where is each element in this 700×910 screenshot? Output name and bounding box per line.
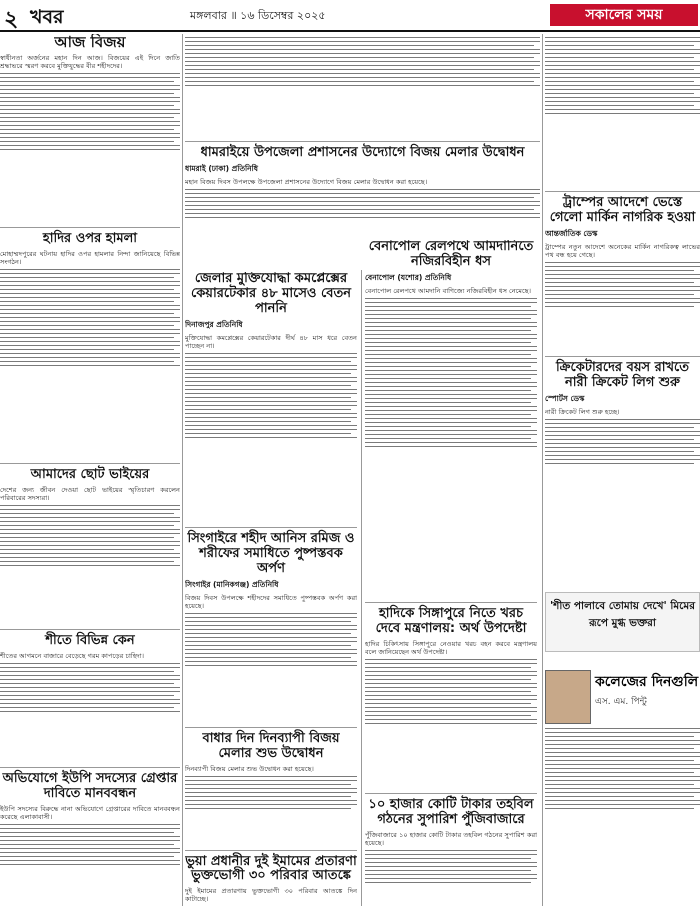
body-text-lines bbox=[185, 613, 357, 723]
article-lede: নারী ক্রিকেট লিগ শুরু হচ্ছে। bbox=[545, 407, 620, 416]
article-sheet bbox=[0, 634, 180, 763]
article-chhoto-bhai bbox=[0, 468, 180, 625]
headline: ট্রাম্পের আদেশে ভেস্তে গেলো মার্কিন নাগরিক হওয়া bbox=[549, 195, 696, 225]
body-text-lines bbox=[545, 37, 700, 187]
headline: সিংগাইরে শহীদ আনিস রমিজ ও শরীফের সমাধিতে পুষ্পস্তবক অর্পণ bbox=[187, 530, 355, 576]
dateline: মঙ্গলবার ॥ ১৬ ডিসেম্বর ২০২৫ bbox=[190, 9, 326, 22]
body-text-lines bbox=[365, 298, 537, 598]
headline: অভিযোগে ইউপি সদস্যের গ্রেপ্তার দাবিতে মানববন্ধন bbox=[2, 771, 178, 801]
article-singair bbox=[185, 532, 357, 723]
body-text-lines bbox=[0, 824, 180, 906]
byline: বেনাপোল (যশোর) প্রতিনিধি bbox=[365, 272, 452, 282]
column-center-left bbox=[185, 272, 357, 906]
article-aj-bijoy bbox=[0, 34, 180, 223]
body-text-lines bbox=[365, 659, 537, 789]
headline: শীতে বিভিন্ন কেন bbox=[45, 633, 135, 649]
article-lede: স্বাধীনতা অর্জনের মহান দিন আজ। বিজয়ের এই দিনে জাতি শ্রদ্ধাভরে স্মরণ করবে মুক্তিযুদ্ধের বীর শহীদদের। bbox=[0, 54, 180, 71]
article-cricket bbox=[545, 361, 700, 509]
headline: আজ বিজয় bbox=[54, 34, 126, 51]
article-lede: ট্রাম্পের নতুন আদেশে অনেকের মার্কিন নাগরিকত্ব লাভের পথ বন্ধ হয়ে গেছে। bbox=[545, 242, 700, 259]
article-lede: দিনব্যাপী বিজয় মেলার শুভ উদ্বোধন করা হয়েছে। bbox=[185, 764, 314, 773]
article-lede: হাদির চিকিৎসায় সিঙ্গাপুরে নেওয়ার খরচ বহন করবে মন্ত্রণালয় বলে জানিয়েছেন অর্থ উপদেষ্টা। bbox=[365, 639, 537, 656]
headline: হাদিকে সিঙ্গাপুরে নিতে খরচ দেবে মন্ত্রণালয়: অর্থ উপদেষ্টা bbox=[375, 605, 527, 636]
article-badha bbox=[185, 732, 357, 846]
body-text-lines bbox=[0, 269, 180, 459]
article-lede: দুই ইমামের প্রতারণায় ভুক্তভোগী ৩০ পরিবার আতঙ্কে দিন কাটাচ্ছে। bbox=[185, 887, 357, 904]
byline: দিনাজপুর প্রতিনিধি bbox=[185, 319, 243, 329]
article-lede: শীতের আগমনে বাজারে বেড়েছে গরম কাপড়ের চাহিদা। bbox=[0, 652, 145, 661]
masthead bbox=[0, 0, 700, 32]
body-text-lines bbox=[545, 419, 700, 509]
headline: আমাদের ছোট ভাইয়ের bbox=[30, 467, 150, 483]
headline: ১০ হাজার কোটি টাকার তহবিল গঠনের সুপারিশ পুঁজিবাজারে bbox=[368, 796, 534, 827]
column-center-top bbox=[185, 34, 540, 270]
byline: ধামরাই (ঢাকা) প্রতিনিধি bbox=[185, 163, 259, 173]
byline: স্পোর্টস ডেস্ক bbox=[545, 393, 585, 403]
article-lede: ইউপি সদস্যের বিরুদ্ধে নানা অভিযোগে গ্রেপ্তারের দাবিতে মানববন্ধন করেছে এলাকাবাসী। bbox=[0, 804, 180, 821]
body-text-lines bbox=[0, 505, 180, 625]
column-right bbox=[545, 34, 700, 590]
body-text-lines bbox=[365, 850, 537, 906]
article-lede: মুক্তিযোদ্ধা কমপ্লেক্সের কেয়ারটেকার দীর্ঘ ৪৮ মাস ধরে বেতন পাচ্ছেন না। bbox=[185, 333, 357, 350]
article-dhamrai bbox=[185, 146, 540, 249]
body-text-lines bbox=[185, 776, 357, 846]
article-lede: মোহাম্মদপুরের ঘটনায় হাদির ওপর হামলার নিন্দা জানিয়েছে বিভিন্ন সংগঠন। bbox=[0, 250, 180, 267]
article-benapole bbox=[365, 240, 537, 598]
column-center-right bbox=[365, 240, 537, 906]
pull-quote: 'শীত পালাবে তোমায় দেখে' মিমের রূপে মুগ্ধ ভক্তরা bbox=[545, 592, 700, 652]
column-rule bbox=[542, 34, 543, 906]
body-text-lines bbox=[0, 73, 180, 223]
poem-block bbox=[545, 670, 700, 888]
article-abhijogi bbox=[0, 772, 180, 906]
headline: হাদির ওপর হামলা bbox=[42, 231, 138, 247]
article-lede: মহান বিজয় দিবস উপলক্ষে উপজেলা প্রশাসনের উদ্যোগে বিজয় মেলার উদ্বোধন করা হয়েছে। bbox=[185, 177, 428, 186]
body-text-lines bbox=[185, 353, 357, 523]
poem-header bbox=[545, 670, 700, 722]
brand-logo: সকালের সময় bbox=[550, 4, 698, 26]
article-tohobil bbox=[365, 798, 537, 906]
headline: ধামরাইয়ে উপজেলা প্রশাসনের উদ্যোগে বিজয় মেলার উদ্বোধন bbox=[200, 145, 525, 160]
poem-title: কলেজের দিনগুলি bbox=[595, 674, 699, 690]
column-rule bbox=[182, 34, 183, 906]
headline: জেলার মুক্তিযোদ্ধা কমপ্লেক্সের কেয়ারটেকার ৪৮ মাসেও বেতন পাননি bbox=[190, 272, 352, 316]
article-lede: দেশের জন্য জীবন দেওয়া ছোট ভাইয়ের স্মৃতিচারণ করলেন পরিবারের সদস্যরা। bbox=[0, 486, 180, 503]
poem-author: এস. এম. পিন্টু bbox=[595, 697, 647, 707]
body-text-lines bbox=[185, 37, 540, 137]
body-text-lines bbox=[545, 262, 700, 352]
article-top-block bbox=[185, 37, 540, 137]
column-rule bbox=[361, 270, 362, 906]
byline: আন্তর্জাতিক ডেস্ক bbox=[545, 228, 598, 238]
article-lede: বিজয় দিবস উপলক্ষে শহীদদের সমাধিতে পুষ্পস্তবক অর্পণ করা হয়েছে। bbox=[185, 593, 357, 610]
headline: ক্রিকেটারদের বয়স রাখতে নারী ক্রিকেট লিগ শুরু bbox=[555, 359, 690, 390]
byline: সিংগাইর (মানিকগঞ্জ) প্রতিনিধি bbox=[185, 579, 279, 589]
article-lede: বেনাপোল রেলপথে আমদানি বাণিজ্যে নজিরবিহীন ধস নেমেছে। bbox=[365, 286, 531, 295]
article-hadi-singapore bbox=[365, 607, 537, 789]
section-title: খবর bbox=[30, 6, 64, 28]
headline: ভুয়া প্রধানীর দুই ইমামের প্রতারণা ভুক্তভোগী ৩০ পরিবার আতঙ্কে bbox=[185, 853, 357, 884]
headline: বাধার দিন দিনব্যাপী বিজয় মেলার শুভ উদ্বোধন bbox=[202, 730, 340, 761]
headline: বেনাপোল রেলপথে আমদানিতে নজিরবিহীন ধস bbox=[368, 240, 534, 269]
column-left bbox=[0, 34, 180, 906]
article-imam bbox=[185, 855, 357, 907]
page-number: ২ bbox=[4, 7, 19, 32]
article-lede: পুঁজিবাজারে ১০ হাজার কোটি টাকার তহবিল গঠনের সুপারিশ করা হয়েছে। bbox=[365, 830, 537, 847]
poem-lines bbox=[545, 728, 700, 888]
article-trump bbox=[545, 196, 700, 352]
body-text-lines bbox=[0, 663, 180, 763]
article-hadir bbox=[0, 232, 180, 459]
author-portrait bbox=[545, 670, 591, 724]
article-muktijoddha bbox=[185, 272, 357, 523]
